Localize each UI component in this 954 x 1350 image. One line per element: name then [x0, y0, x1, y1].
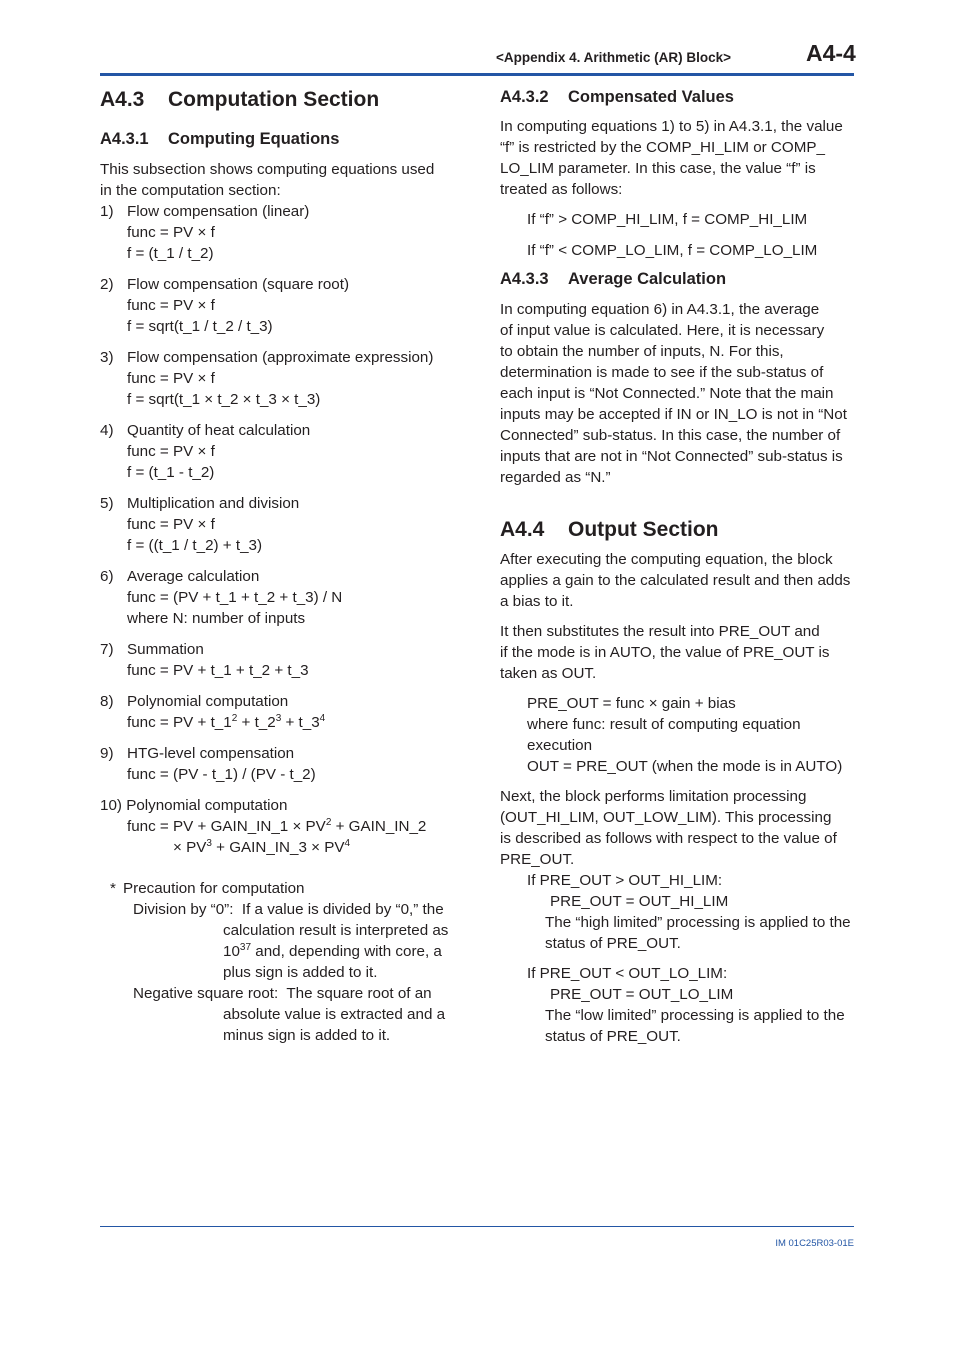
- note-label: Negative square root:: [133, 985, 279, 1002]
- list-item-5: [100, 493, 450, 556]
- eq-part: + t_2: [237, 714, 276, 731]
- equation-line: func = PV × f: [127, 224, 215, 241]
- text-line: to obtain the number of inputs, N. For this,: [500, 343, 784, 360]
- heading-a4-3-3: [500, 268, 856, 290]
- low-limit-description: [527, 1005, 856, 1047]
- item-number: 6): [100, 568, 114, 585]
- assignment-line: PRE_OUT = OUT_LO_LIM: [550, 986, 734, 1003]
- item-title: Polynomial computation: [126, 797, 288, 814]
- text-line: inputs may be accepted if IN or IN_LO is not in “Not: [500, 406, 847, 423]
- heading-a4-3-1: [100, 128, 450, 150]
- text-line: of input value is calculated. Here, it is necessary: [500, 322, 825, 339]
- heading-number: A4.3.1: [100, 130, 149, 148]
- text-line: status of PRE_OUT.: [545, 935, 681, 952]
- heading-a4-4: [500, 516, 856, 544]
- text-line: is described as follows with respect to the value of: [500, 830, 837, 847]
- note-text: 10: [223, 943, 240, 960]
- note-label: Division by “0”:: [133, 901, 234, 918]
- heading-text: Average Calculation: [568, 270, 727, 288]
- equation-line: f = (t_1 - t_2): [127, 464, 215, 481]
- equation-line: f = ((t_1 / t_2) + t_3): [127, 537, 263, 554]
- condition-line: If PRE_OUT < OUT_LO_LIM:: [527, 965, 728, 982]
- note-text: minus sign is added to it.: [223, 1027, 391, 1044]
- list-item-4: [100, 420, 450, 483]
- intro-paragraph: [100, 159, 450, 201]
- item-number: 10): [100, 797, 122, 814]
- text-line: LO_LIM parameter. In this case, the value “f” is: [500, 160, 816, 177]
- heading-number: A4.3.3: [500, 270, 549, 288]
- item-title: Polynomial computation: [127, 693, 289, 710]
- page-number: A4-4: [806, 40, 856, 66]
- item-number: 5): [100, 495, 114, 512]
- text-line: each input is “Not Connected.” Note that the main: [500, 385, 834, 402]
- text-line: After executing the computing equation, the block: [500, 551, 833, 568]
- text-line: “f” is restricted by the COMP_HI_LIM or COMP_: [500, 139, 825, 156]
- precaution-note: [100, 878, 450, 1046]
- list-item-3: [100, 347, 450, 410]
- equation-line: func = PV × f: [127, 443, 215, 460]
- text-line: (OUT_HI_LIM, OUT_LOW_LIM). This processing: [500, 809, 832, 826]
- item-number: 3): [100, 349, 114, 366]
- document-id: IM 01C25R03-01E: [775, 1238, 854, 1249]
- text-line: taken as OUT.: [500, 665, 597, 682]
- equation-line: [127, 837, 450, 858]
- condition-line: If PRE_OUT > OUT_HI_LIM:: [527, 872, 723, 889]
- equation-line: func = PV × f: [127, 297, 215, 314]
- item-number: 4): [100, 422, 114, 439]
- low-limit-block: [500, 963, 856, 1047]
- limitation-paragraph: [500, 786, 856, 870]
- list-item-1: [100, 201, 450, 264]
- output-section-paragraph-1: [500, 549, 856, 612]
- note-text: calculation result is interpreted as: [223, 922, 449, 939]
- exponent: 37: [239, 942, 252, 953]
- equation-line: f = sqrt(t_1 / t_2 / t_3): [127, 318, 273, 335]
- text-line: a bias to it.: [500, 593, 574, 610]
- eq-part: × PV: [173, 839, 207, 856]
- item-number: 1): [100, 203, 114, 220]
- high-limit-description: [527, 912, 856, 954]
- list-item-2: [100, 274, 450, 337]
- equation-line: OUT = PRE_OUT (when the mode is in AUTO): [527, 758, 843, 775]
- equation-list: [100, 201, 450, 858]
- list-item-10: [100, 795, 450, 858]
- list-item-6: [100, 566, 450, 629]
- exponent: 2: [325, 817, 332, 828]
- text-line: The “low limited” processing is applied to the: [545, 1007, 845, 1024]
- heading-text: Compensated Values: [568, 88, 734, 106]
- text-line: Next, the block performs limitation processing: [500, 788, 807, 805]
- note-text: plus sign is added to it.: [223, 964, 378, 981]
- output-equation-block: [500, 693, 856, 777]
- right-column: [500, 86, 856, 1047]
- item-title: Flow compensation (square root): [127, 276, 350, 293]
- note-text: The square root of an: [286, 985, 432, 1002]
- running-header-title: <Appendix 4. Arithmetic (AR) Block>: [495, 50, 731, 65]
- item-title: HTG-level compensation: [127, 745, 295, 762]
- exponent: 4: [319, 713, 326, 724]
- heading-a4-3-2: [500, 86, 856, 108]
- text-line: treated as follows:: [500, 181, 623, 198]
- exponent: 2: [231, 713, 238, 724]
- high-limit-block: [500, 870, 856, 954]
- heading-number: A4.3.2: [500, 88, 549, 106]
- item-title: Multiplication and division: [127, 495, 300, 512]
- text-line: Connected” sub-status. In this case, the number of: [500, 427, 841, 444]
- compensated-values-paragraph: [500, 116, 856, 200]
- equation-line: func = PV + t_1 + t_2 + t_3: [127, 662, 309, 679]
- eq-part: + GAIN_IN_3 × PV: [211, 839, 345, 856]
- text-line: inputs that are not in “Not Connected” sub-status is: [500, 448, 843, 465]
- list-item-7: [100, 639, 450, 681]
- division-by-zero-note: [133, 899, 450, 983]
- text-line: regarded as “N.”: [500, 469, 611, 486]
- note-text: and, depending with core, a: [251, 943, 442, 960]
- output-section-paragraph-2: [500, 621, 856, 684]
- heading-text: Computing Equations: [168, 130, 340, 148]
- exponent: 3: [206, 838, 212, 849]
- text-line: determination is made to see if the sub-status of: [500, 364, 824, 381]
- note-text: absolute value is extracted and a: [223, 1006, 446, 1023]
- equation-line: where func: result of computing equation: [527, 716, 801, 733]
- equation-line: execution: [527, 737, 593, 754]
- left-column: [100, 86, 450, 1046]
- comp-lo-rule: If “f” < COMP_LO_LIM, f = COMP_LO_LIM: [527, 242, 818, 259]
- eq-part: func = PV + GAIN_IN_1 × PV: [127, 818, 326, 835]
- footer-rule: [100, 1226, 854, 1227]
- equation-line: func = (PV - t_1) / (PV - t_2): [127, 766, 316, 783]
- text-line: In computing equation 6) in A4.3.1, the average: [500, 301, 820, 318]
- equation-line: where N: number of inputs: [127, 610, 306, 627]
- text-line: This subsection shows computing equations used: [100, 161, 435, 178]
- item-number: 7): [100, 641, 114, 658]
- text-line: in the computation section:: [100, 182, 281, 199]
- equation-line: func = PV × f: [127, 370, 215, 387]
- item-title: Quantity of heat calculation: [127, 422, 311, 439]
- item-title: Summation: [127, 641, 204, 658]
- item-number: 8): [100, 693, 114, 710]
- exponent: 3: [275, 713, 282, 724]
- eq-part: func = PV + t_1: [127, 714, 232, 731]
- assignment-line: PRE_OUT = OUT_HI_LIM: [550, 893, 729, 910]
- comp-hi-rule: If “f” > COMP_HI_LIM, f = COMP_HI_LIM: [527, 211, 808, 228]
- item-number: 9): [100, 745, 114, 762]
- item-title: Flow compensation (approximate expression): [127, 349, 434, 366]
- equation-line: func = (PV + t_1 + t_2 + t_3) / N: [127, 589, 343, 606]
- header-rule: [100, 73, 854, 76]
- heading-text: Computation Section: [168, 88, 380, 111]
- heading-number: A4.3: [100, 88, 145, 111]
- text-line: applies a gain to the calculated result and then adds: [500, 572, 851, 589]
- equation-line: f = sqrt(t_1 × t_2 × t_3 × t_3): [127, 391, 321, 408]
- note-text: If a value is divided by “0,” the: [241, 901, 444, 918]
- text-line: In computing equations 1) to 5) in A4.3.1, the value: [500, 118, 843, 135]
- item-number: 2): [100, 276, 114, 293]
- item-title: Average calculation: [127, 568, 260, 585]
- negative-sqrt-note: [133, 983, 450, 1046]
- average-calculation-paragraph: [500, 299, 856, 488]
- list-item-8: [100, 691, 450, 733]
- list-item-9: [100, 743, 450, 785]
- asterisk: *: [110, 880, 116, 897]
- text-line: The “high limited” processing is applied to the: [545, 914, 851, 931]
- text-line: It then substitutes the result into PRE_OUT and: [500, 623, 820, 640]
- precaution-title: Precaution for computation: [123, 880, 305, 897]
- item-title: Flow compensation (linear): [127, 203, 310, 220]
- equation-line: [127, 816, 450, 837]
- heading-a4-3: [100, 86, 450, 114]
- eq-part: + GAIN_IN_2: [331, 818, 427, 835]
- equation-line: func = PV × f: [127, 516, 215, 533]
- equation-line: [127, 712, 450, 733]
- equation-line: PRE_OUT = func × gain + bias: [527, 695, 736, 712]
- text-line: status of PRE_OUT.: [545, 1028, 681, 1045]
- exponent: 4: [344, 838, 351, 849]
- eq-part: + t_3: [281, 714, 320, 731]
- text-line: if the mode is in AUTO, the value of PRE_OUT is: [500, 644, 830, 661]
- equation-line: f = (t_1 / t_2): [127, 245, 214, 262]
- text-line: PRE_OUT.: [500, 851, 575, 868]
- heading-number: A4.4: [500, 518, 545, 541]
- heading-text: Output Section: [568, 518, 719, 541]
